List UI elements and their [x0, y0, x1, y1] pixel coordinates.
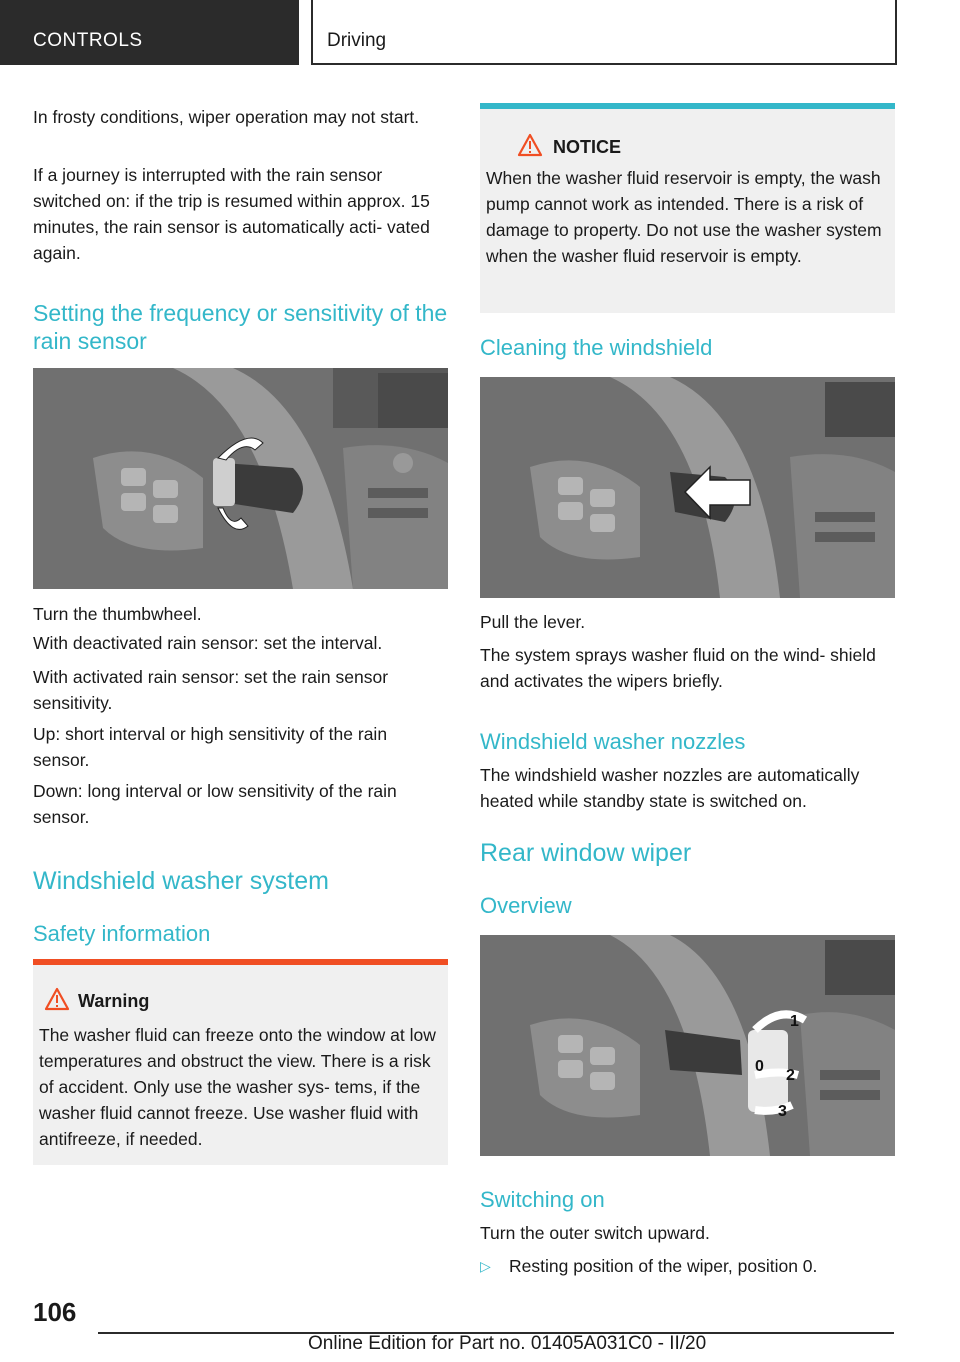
heading-safety-information: Safety information	[33, 921, 211, 946]
triangle-bullet-icon: ▷	[480, 1258, 491, 1274]
list-item-text: Resting position of the wiper, position 0.	[509, 1256, 818, 1276]
warning-triangle-icon	[44, 987, 70, 1011]
warning-title: Warning	[78, 991, 150, 1011]
page-number: 106	[33, 1297, 77, 1327]
paragraph-frosty: In frosty conditions, wiper operation may not start.	[33, 107, 420, 127]
notice-box	[480, 103, 895, 313]
warning-box	[33, 959, 448, 1165]
heading-nozzles: Windshield washer nozzles	[480, 729, 746, 754]
paragraph-up: Up: short interval or high sensitivity of the rain sensor.	[33, 724, 388, 770]
photo-rear-wiper	[480, 935, 895, 1156]
paragraph-pull-lever: Pull the lever.	[480, 612, 586, 632]
header-chapter-tab	[311, 0, 897, 65]
footer-edition: Online Edition for Part no. 01405A031C0 - II/20	[308, 1333, 707, 1354]
header-section-tab	[0, 0, 299, 65]
photo-thumbwheel	[33, 368, 448, 589]
paragraph-down: Down: long interval or low sensitivity of the rain sensor.	[33, 781, 397, 827]
warning-triangle-icon	[517, 133, 543, 157]
photo-pull-lever	[480, 377, 895, 598]
heading-rear-wiper: Rear window wiper	[480, 839, 692, 867]
heading-switching-on: Switching on	[480, 1187, 605, 1212]
notice-body: When the washer fluid reservoir is empty, the wash pump cannot work as intended. There is a risk of damage to property. Do not use the washer system when the washer fluid reservoir is empty.	[486, 168, 882, 266]
photo-label-0: 0	[755, 1058, 764, 1075]
paragraph-turn-switch: Turn the outer switch upward.	[480, 1223, 710, 1243]
photo-label-3: 3	[778, 1103, 787, 1120]
heading-overview: Overview	[480, 893, 572, 918]
paragraph-deactivated: With deactivated rain sensor: set the interval.	[33, 633, 383, 653]
warning-body: The washer fluid can freeze onto the window at low temperatures and obstruct the view. There is a risk of accident. Only use the washer sys‐ tems, if the washer fluid cannot freeze. Use washer fluid with antifreeze, if needed.	[39, 1025, 436, 1149]
photo-label-1: 1	[790, 1013, 799, 1030]
heading-washer-system: Windshield washer system	[33, 867, 329, 895]
heading-setting-frequency: Setting the frequency or sensitivity of the rain sensor	[33, 300, 448, 354]
notice-title: NOTICE	[553, 137, 622, 157]
heading-cleaning: Cleaning the windshield	[480, 335, 713, 360]
paragraph-journey: If a journey is interrupted with the rain sensor switched on: if the trip is resumed within approx. 15 minutes, the rain sensor is automatically acti‐ vated again.	[33, 165, 430, 263]
paragraph-activated: With activated rain sensor: set the rain sensor sensitivity.	[33, 667, 389, 713]
photo-label-2: 2	[786, 1067, 795, 1084]
paragraph-sprays: The system sprays washer fluid on the wind‐ shield and activates the wipers briefly.	[480, 645, 876, 691]
paragraph-turn-thumbwheel: Turn the thumbwheel.	[33, 604, 202, 624]
paragraph-nozzles: The windshield washer nozzles are automatically heated while standby state is switched on.	[480, 765, 860, 811]
list-item-resting-position	[480, 1253, 895, 1279]
header-chapter-label: Driving	[327, 30, 387, 51]
header-section-label: CONTROLS	[33, 30, 143, 51]
